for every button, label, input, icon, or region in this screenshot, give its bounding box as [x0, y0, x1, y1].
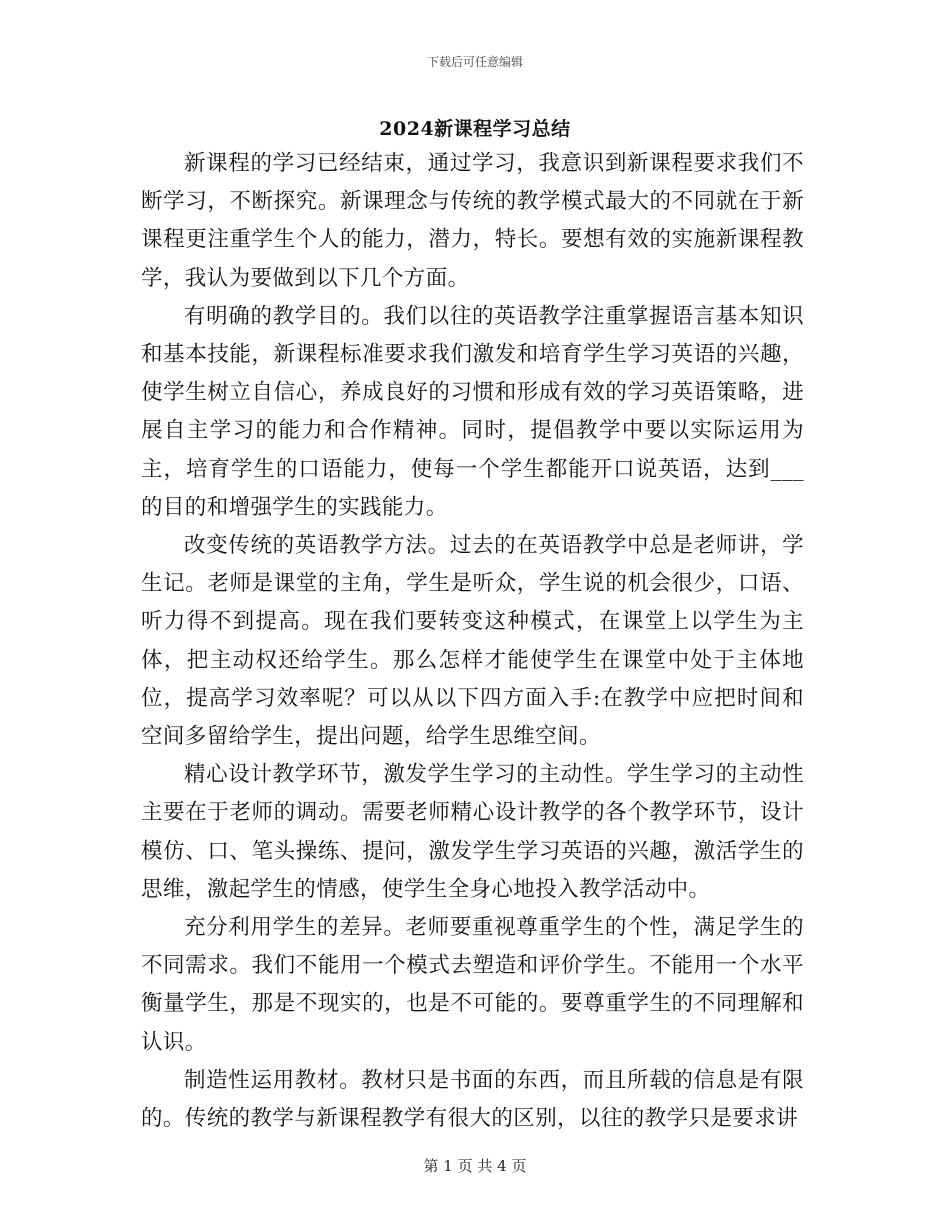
- page-header-note: 下载后可任意编辑: [426, 55, 523, 69]
- paragraph: 有明确的教学目的。我们以往的英语教学注重掌握语言基本知识和基本技能，新课程标准要求我们激发和培育学生学习英语的兴趣，使学生树立自信心，养成良好的习惯和形成有效的学习英语策略，进展自主学习的能力和合作精神。同时，提倡教学中要以实际运用为主，培育学生的口语能力，使每一个学生都能开口说英语，达到___的目的和增强学生的实践能力。: [141, 303, 804, 520]
- document-body: [141, 145, 804, 1138]
- paragraph: 新课程的学习已经结束，通过学习，我意识到新课程要求我们不断学习，不断探究。新课理念与传统的教学模式最大的不同就在于新课程更注重学生个人的能力，潜力，特长。要想有效的实施新课程教学，我认为要做到以下几个方面。: [141, 151, 804, 291]
- document-title: 2024新课程学习总结: [379, 118, 571, 140]
- page-number: 第 1 页 共 4 页: [423, 1157, 527, 1175]
- paragraph: 改变传统的英语教学方法。过去的在英语教学中总是老师讲，学生记。老师是课堂的主角，学生是听众，学生说的机会很少，口语、听力得不到提高。现在我们要转变这种模式，在课堂上以学生为主体，把主动权还给学生。那么怎样才能使学生在课堂中处于主体地位，提高学习效率呢？可以从以下四方面入手:在教学中应把时间和空间多留给学生，提出问题，给学生思维空间。: [141, 533, 804, 750]
- paragraph: 精心设计教学环节，激发学生学习的主动性。学生学习的主动性主要在于老师的调动。需要老师精心设计教学的各个教学环节，设计模仿、口、笔头操练、提问，激发学生学习英语的兴趣，激活学生的思维，激起学生的情感，使学生全身心地投入教学活动中。: [141, 762, 804, 902]
- paragraph: 充分利用学生的差异。老师要重视尊重学生的个性，满足学生的不同需求。我们不能用一个模式去塑造和评价学生。不能用一个水平衡量学生，那是不现实的，也是不可能的。要尊重学生的不同理解和认识。: [141, 915, 804, 1055]
- paragraph: 制造性运用教材。教材只是书面的东西，而且所载的信息是有限的。传统的教学与新课程教学有很大的区别，以往的教学只是要求讲: [141, 1067, 804, 1132]
